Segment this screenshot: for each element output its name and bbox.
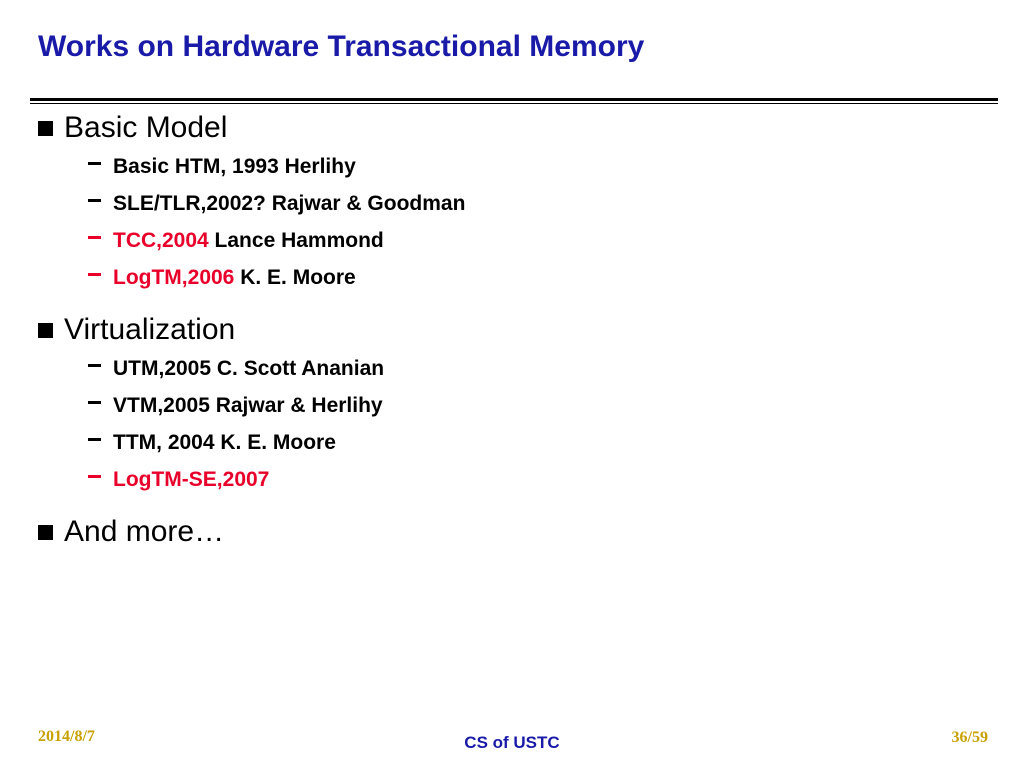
slide-content [38,108,988,552]
dash-bullet-icon [88,273,101,276]
section-and-more [38,512,988,552]
sub-bullet-text: VTM,2005 Rajwar & Herlihy [113,394,383,417]
sub-bullet-text: TTM, 2004 K. E. Moore [113,431,336,454]
square-bullet-icon [38,323,53,338]
footer-center-label: CS of USTC [464,733,560,752]
bullet-heading [38,108,988,148]
bullet-heading [38,512,988,552]
slide-title: Works on Hardware Transactional Memory [38,30,645,63]
dash-bullet-icon [88,364,101,367]
sub-bullet-text: Lance Hammond [208,229,384,252]
sub-bullet-item [38,424,988,461]
footer-date: 2014/8/7 [38,728,95,745]
sub-bullet-text: K. E. Moore [234,266,356,289]
dash-bullet-icon [88,162,101,165]
sub-bullet-item [38,387,988,424]
sub-bullet-text: SLE/TLR,2002? Rajwar & Goodman [113,192,466,215]
sub-bullet-item [38,350,988,387]
title-divider-thick [30,98,998,101]
bullet-heading-text: And more… [64,515,225,548]
section-basic-model [38,108,988,296]
sub-bullet-highlight: TCC,2004 [113,229,209,252]
sub-bullet-item [38,461,988,498]
sub-bullet-highlight: LogTM,2006 [113,266,235,289]
dash-bullet-icon [88,199,101,202]
dash-bullet-icon [88,401,101,404]
bullet-heading-text: Virtualization [64,313,236,346]
square-bullet-icon [38,525,53,540]
bullet-heading [38,310,988,350]
dash-bullet-icon [88,475,101,478]
square-bullet-icon [38,121,53,136]
sub-bullet-item [38,185,988,222]
dash-bullet-icon [88,438,101,441]
sub-bullet-text: Basic HTM, 1993 Herlihy [113,155,356,178]
bullet-heading-text: Basic Model [64,111,228,144]
sub-bullet-item [38,148,988,185]
sub-bullet-item [38,259,988,296]
footer-page-number: 36/59 [951,729,988,746]
dash-bullet-icon [88,236,101,239]
sub-bullet-text: UTM,2005 C. Scott Ananian [113,357,385,380]
sub-bullet-item [38,222,988,259]
section-virtualization [38,310,988,498]
title-divider-thin [30,103,998,104]
sub-bullet-highlight: LogTM-SE,2007 [113,468,270,491]
